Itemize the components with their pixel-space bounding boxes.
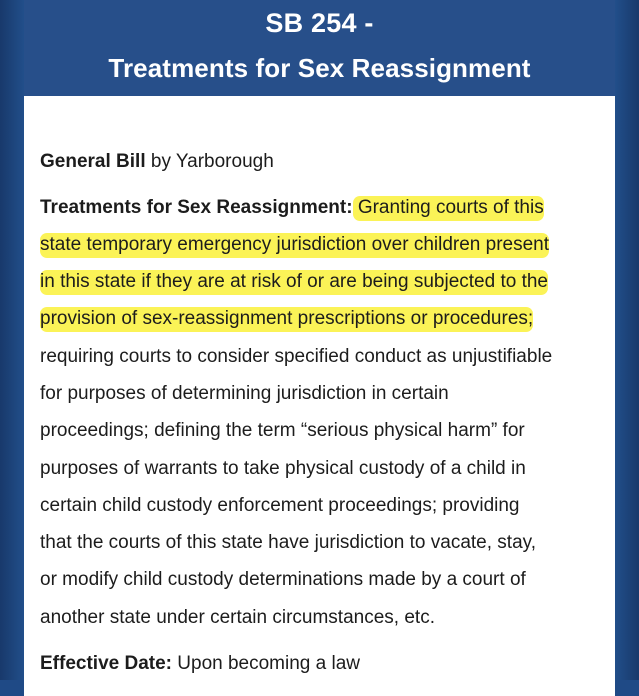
summary-label: Treatments for Sex Reassignment: [40,197,353,218]
summary-line-9: certain child custody enforcement proceedings; providing [40,495,520,516]
summary-line-3 [40,270,548,296]
summary-line-7: proceedings; defining the term “serious physical harm” for [40,420,525,441]
sponsor-text: by Yarborough [145,151,274,172]
summary-line-10: that the courts of this state have jurisdiction to vacate, stay, [40,532,537,553]
effective-date-value: Upon becoming a law [172,653,360,674]
summary-line-4 [40,307,533,333]
summary-line-8: purposes of warrants to take physical custody of a child in [40,458,526,479]
general-bill-label: General Bill [40,151,146,172]
general-bill-line [40,150,274,176]
bill-number: SB 254 - [265,8,374,38]
summary-line-11: or modify child custody determinations made by a court of [40,569,526,590]
effective-date-label: Effective Date: [40,653,172,674]
summary-line-5: requiring courts to consider specified conduct as unjustifiable [40,346,553,367]
effective-date-line [40,652,360,678]
bill-header [24,0,615,96]
highlighted-text: provision of sex-reassignment prescriptions or procedures; [40,307,533,332]
highlighted-text: state temporary emergency jurisdiction over children present [40,233,549,258]
highlighted-text: in this state if they are at risk of or are being subjected to the [40,270,548,295]
highlighted-text: Granting courts of this [353,196,544,221]
summary-line-2 [40,233,549,259]
summary-line-1 [40,196,544,222]
summary-line-12: another state under certain circumstances, etc. [40,607,435,628]
bill-title: Treatments for Sex Reassignment [108,53,531,83]
bill-details-card [24,96,615,696]
summary-line-6: for purposes of determining jurisdiction in certain [40,383,449,404]
